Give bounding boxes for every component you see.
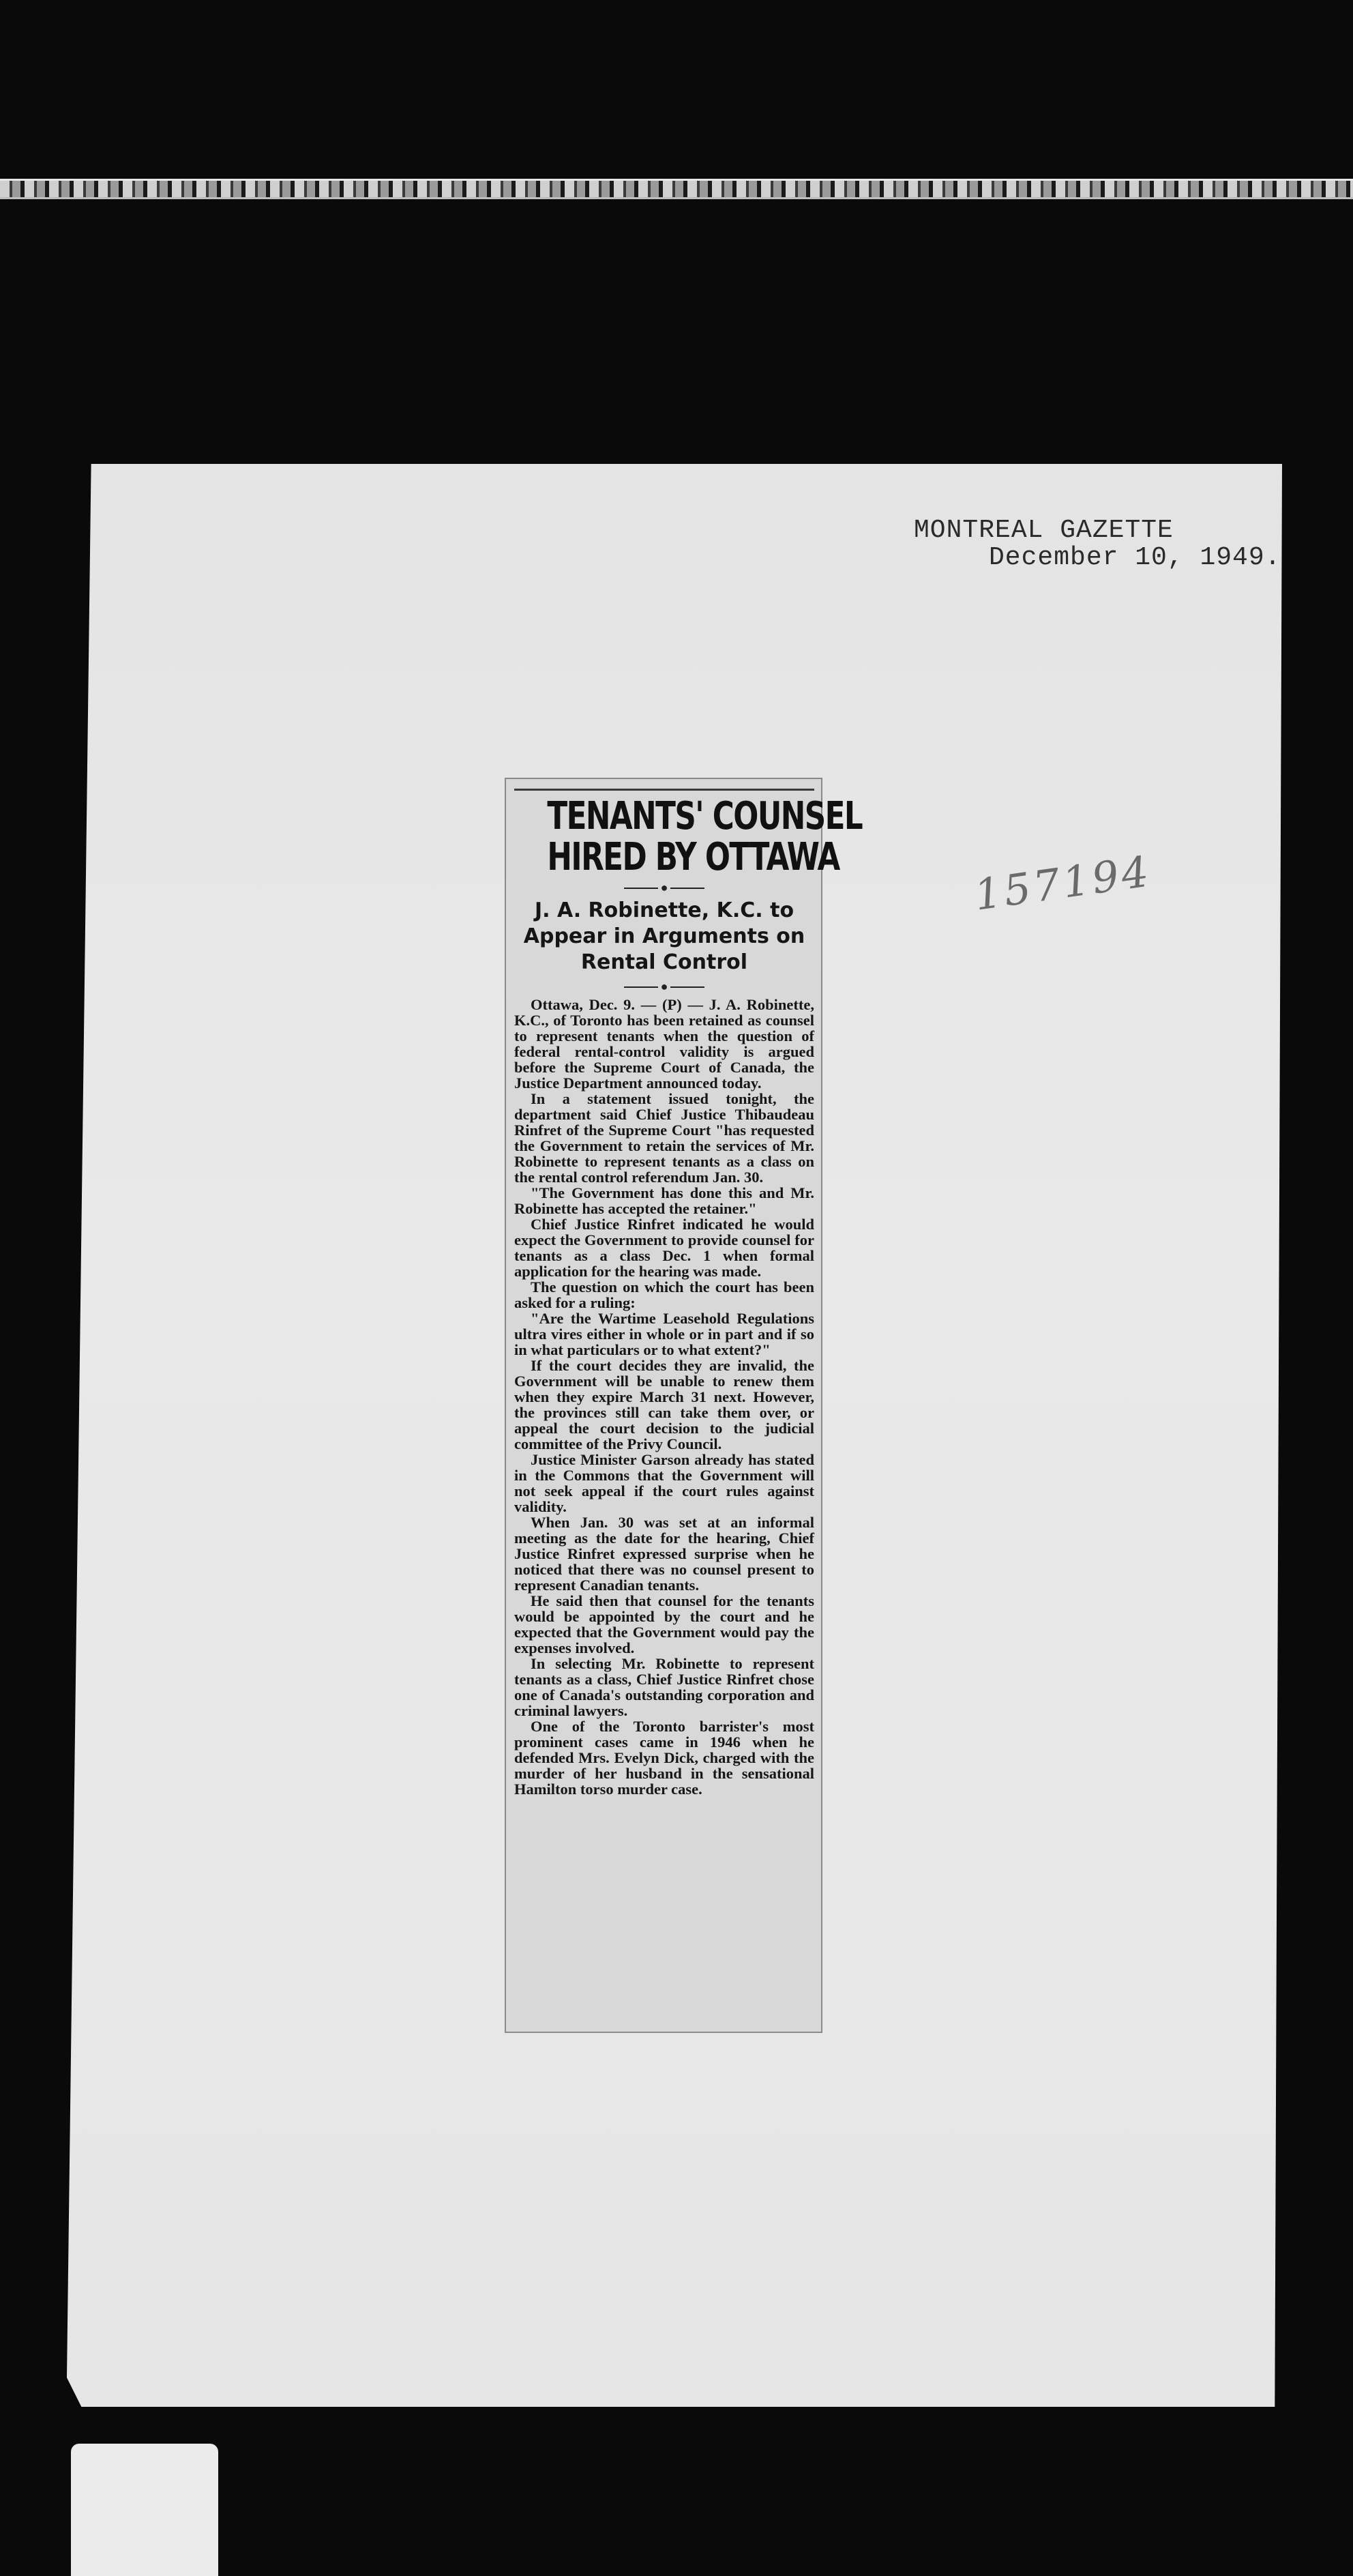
paragraph: The question on which the court has been asked for a ruling: — [514, 1278, 814, 1311]
headline-line-2: HIRED BY OTTAWA — [547, 835, 839, 879]
divider-ornament: ● — [514, 980, 814, 994]
top-rule — [514, 789, 814, 791]
paragraph: "The Government has done this and Mr. Robinette has accepted the retainer." — [514, 1184, 814, 1217]
divider-ornament: ● — [514, 881, 814, 895]
paragraph: In selecting Mr. Robinette to represent tenants as a class, Chief Justice Rinfret chose one of Canada's outstanding corporation and criminal lawyers. — [514, 1655, 814, 1719]
paragraph: If the court decides they are invalid, the Government will be unable to renew them when they expire March 31 next. However, the provinces still can take them over, or appeal the court decision to the judicial committee of the Privy Council. — [514, 1357, 814, 1452]
paragraph: Justice Minister Garson already has stated in the Commons that the Government will not seek appeal if the court rules against validity. — [514, 1451, 814, 1515]
deck-line-3: Rental Control — [580, 950, 748, 974]
paragraph: "Are the Wartime Leasehold Regulations ultra vires either in whole or in part and if so in what particulars or to what extent?" — [514, 1310, 814, 1358]
handwritten-catalog-number: 157194 — [971, 846, 1155, 920]
paragraph: Chief Justice Rinfret indicated he would expect the Government to provide counsel for tenants as a class Dec. 1 when formal application for the hearing was made. — [514, 1216, 814, 1280]
paragraph: In a statement issued tonight, the department said Chief Justice Thibaudeau Rinfret of the Supreme Court "has requested the Government to retain the services of Mr. Robinette to represent tenants as a class on the rental control referendum Jan. 30. — [514, 1090, 814, 1186]
deck-line-1: J. A. Robinette, K.C. to — [534, 898, 794, 922]
paragraph: He said then that counsel for the tenants would be appointed by the court and he expected that the Government would pay the expenses involved. — [514, 1592, 814, 1656]
paragraph: One of the Toronto barrister's most prominent cases came in 1946 when he defended Mrs. Evelyn Dick, charged with the murder of her husband in the sensational Hamilton torso murder case. — [514, 1718, 814, 1798]
newspaper-clipping — [505, 778, 863, 2033]
newspaper-source: MONTREAL GAZETTE — [914, 516, 1174, 545]
film-strip-border — [0, 179, 1353, 199]
article-body — [514, 997, 814, 1797]
headline-line-1: TENANTS' COUNSEL — [547, 794, 863, 838]
film-corner-tab — [71, 2444, 218, 2576]
paragraph: When Jan. 30 was set at an informal meeting as the date for the hearing, Chief Justice Rinfret expressed surprise when he noticed that there was no counsel present to represent Canadian tenants. — [514, 1514, 814, 1594]
subheadline — [514, 898, 814, 976]
paragraph: Ottawa, Dec. 9. — (P) — J. A. Robinette, K.C., of Toronto has been retained as counsel to represent tenants when the question of federal rental-control validity is argued before the Supreme Court of Canada, the Justice Department announced today. — [514, 996, 814, 1092]
deck-line-2: Appear in Arguments on — [523, 924, 805, 948]
publication-date: December 10, 1949. — [989, 543, 1281, 572]
